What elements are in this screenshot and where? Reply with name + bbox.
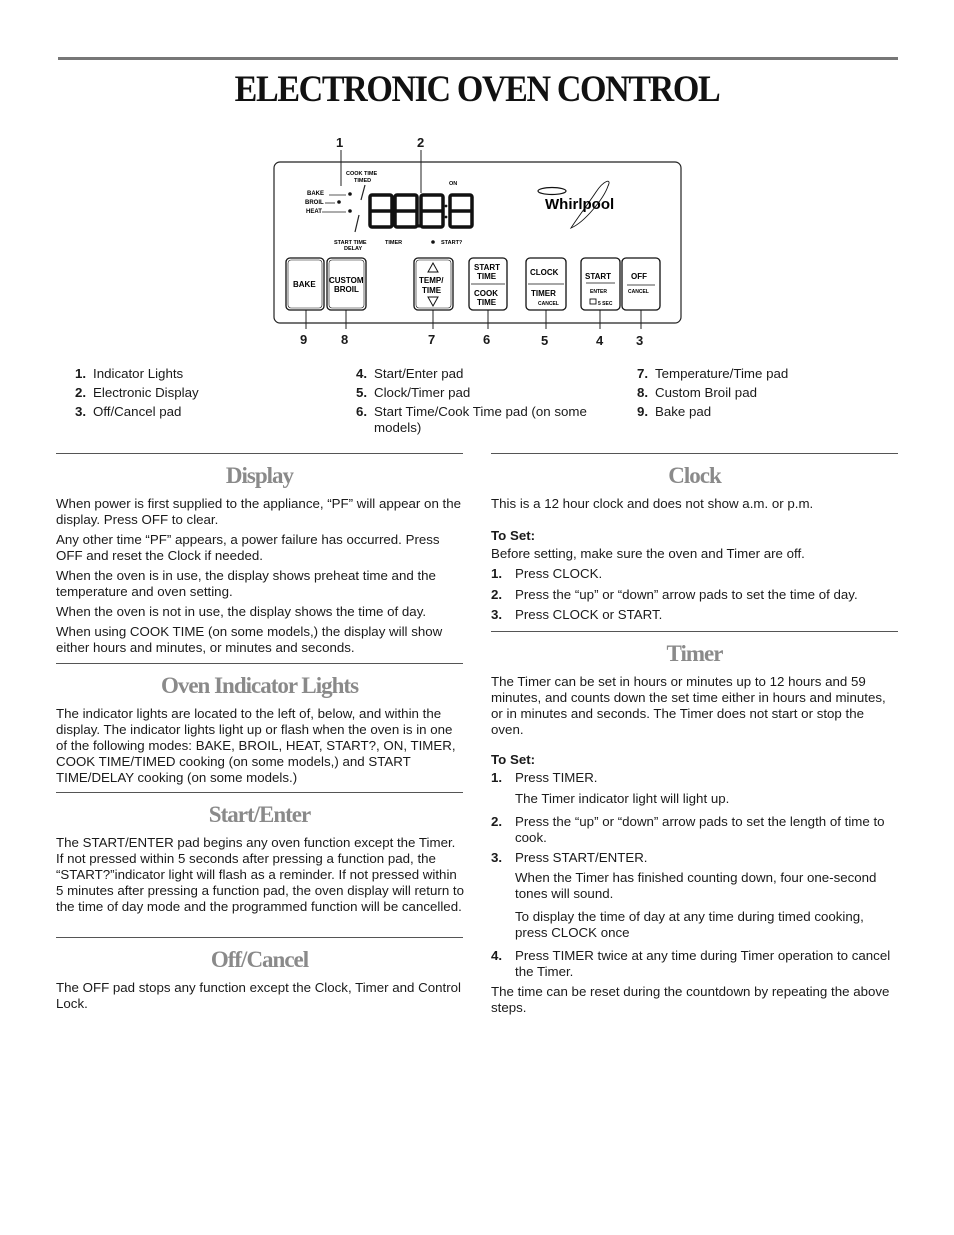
divider	[491, 453, 898, 454]
timer-cancel-label: CANCEL	[538, 301, 559, 307]
callout-2: 2	[417, 135, 425, 150]
start-enter-para: The START/ENTER pad begins any oven function except the Timer. If not pressed within 5 seconds after pressing a function pad, the “START?”indicator light will flash as a reminder. If not pressed within 5 minutes after pressing a function pad, the oven display will return to the time of day mode and the programmed function will be cancelled.	[56, 835, 464, 914]
label-delay: DELAY	[344, 246, 363, 252]
clock-heading: Clock	[668, 463, 721, 488]
start-enter-heading: Start/Enter	[208, 802, 311, 827]
label-timed: TIMED	[354, 178, 372, 184]
divider	[56, 453, 463, 454]
label-on: ON	[449, 181, 458, 187]
legend-item: 4. Start/Enter pad	[356, 366, 464, 381]
display-para-2: Any other time “PF” appears, a power failure has occurred. Press OFF and reset the Clock if needed.	[56, 532, 440, 563]
timer-intro: The Timer can be set in hours or minutes up to 12 hours and 59 minutes, and counts down the set time either in hours and minutes, or in minutes and seconds. The Timer does not start or stop the oven.	[491, 674, 886, 737]
off-cancel-pad	[622, 258, 660, 310]
display-para-4: When the oven is not in use, the display shows the time of day.	[56, 604, 427, 619]
callout-4: 4	[596, 333, 604, 348]
label-heat: HEAT	[306, 209, 322, 215]
callout-1: 1	[336, 135, 344, 150]
off-cancel-heading: Off/Cancel	[210, 947, 309, 972]
divider	[56, 663, 463, 664]
timer-step-4: 4. Press TIMER twice at any time during Timer operation to cancel the Timer.	[491, 948, 891, 979]
divider	[56, 792, 463, 793]
five-sec-label: 5 SEC	[598, 301, 613, 307]
cancel-pad-label: CANCEL	[628, 289, 649, 295]
timer-step-1-note: The Timer indicator light will light up.	[515, 791, 730, 806]
display-para-3: When the oven is in use, the display shows preheat time and the temperature and oven setting.	[56, 568, 436, 599]
display-para-5: When using COOK TIME (on some models,) the display will show either hours and minutes, or minutes and seconds.	[56, 624, 443, 655]
legend-item: 8. Custom Broil pad	[637, 385, 757, 400]
legend-item: 1. Indicator Lights	[75, 366, 184, 381]
electronic-display	[370, 195, 472, 227]
timer-to-set: To Set:	[491, 752, 536, 767]
start-time-pad-label: START	[474, 263, 501, 272]
timer-step-2: 2. Press the “up” or “down” arrow pads to set the length of time to cook.	[491, 814, 885, 845]
legend-item: 6. Start Time/Cook Time pad (on some models)	[356, 404, 587, 435]
callout-5: 5	[541, 333, 549, 348]
timer-step-3-note-2: To display the time of day at any time during timed cooking, press CLOCK once	[515, 909, 864, 940]
legend-item: 2. Electronic Display	[75, 385, 199, 400]
svg-text:Whirlpool: Whirlpool	[545, 196, 615, 213]
timer-step-1: 1. Press TIMER.	[491, 770, 598, 785]
clock-step-1: 1. Press CLOCK.	[491, 566, 603, 581]
timer-heading: Timer	[666, 641, 723, 666]
label-timer-indicator: TIMER	[385, 240, 403, 246]
start-pad-label: START	[585, 272, 612, 281]
timer-outro: The time can be reset during the countdown by repeating the above steps.	[491, 984, 890, 1015]
divider	[56, 937, 463, 938]
clock-step-3: 3. Press CLOCK or START.	[491, 607, 663, 622]
page-title: ELECTRONIC OVEN CONTROL	[234, 69, 720, 110]
clock-to-set: To Set:	[491, 528, 536, 543]
timer-step-3-note-1: When the Timer has finished counting down, four one-second tones will sound.	[515, 870, 877, 901]
callout-9: 9	[300, 332, 308, 347]
label-start-time: START TIME	[334, 240, 367, 246]
timer-step-3: 3. Press START/ENTER.	[491, 850, 648, 865]
broil-pad-label: BROIL	[334, 285, 359, 294]
cook-time-pad-label: COOK	[474, 289, 498, 298]
bake-pad-label: BAKE	[293, 280, 316, 289]
clock-pad-label: CLOCK	[530, 268, 559, 277]
indicator-para: The indicator lights are located to the left of, below, and within the display. The indicator lights light up or flash when the oven is in one of the following modes: BAKE, BROIL, HEAT, START?, ON, TIMER, COOK TIME/TIMED cooking (on some models,) and START TIME/DELAY cooking (on some models.)	[56, 706, 456, 785]
legend-col-2	[356, 366, 616, 439]
label-broil: BROIL	[305, 200, 324, 206]
temp-pad-label: TEMP/	[419, 276, 444, 285]
display-heading: Display	[225, 463, 294, 488]
legend-item: 5. Clock/Timer pad	[356, 385, 471, 400]
clock-intro: This is a 12 hour clock and does not show a.m. or p.m.	[491, 496, 814, 511]
callout-6: 6	[483, 332, 491, 347]
display-para-1: When power is first supplied to the appliance, “PF” will appear on the display. Press OFF to clear.	[56, 496, 462, 527]
custom-pad-label: CUSTOM	[329, 276, 364, 285]
off-cancel-para: The OFF pad stops any function except the Clock, Timer and Control Lock.	[56, 980, 462, 1011]
label-bake: BAKE	[307, 191, 325, 197]
callout-8: 8	[341, 332, 349, 347]
legend-item: 3. Off/Cancel pad	[75, 404, 182, 419]
enter-pad-label: ENTER	[590, 289, 607, 295]
time-pad-label: TIME	[422, 286, 442, 295]
legend-item: 9. Bake pad	[637, 404, 712, 419]
indicator-heading: Oven Indicator Lights	[160, 673, 359, 698]
timer-pad-label: TIMER	[531, 289, 556, 298]
legend-col-1	[75, 366, 325, 423]
divider	[491, 631, 898, 632]
clock-step-2: 2. Press the “up” or “down” arrow pads to set the time of day.	[491, 587, 858, 602]
label-start-question: START?	[441, 240, 463, 246]
legend-col-3	[637, 366, 887, 423]
whirlpool-logo	[538, 181, 614, 228]
start-time-pad-label-2: TIME	[477, 272, 497, 281]
legend-item: 7. Temperature/Time pad	[637, 366, 789, 381]
cook-time-pad-label-2: TIME	[477, 298, 497, 307]
control-panel-diagram	[0, 0, 954, 360]
label-cook-time: COOK TIME	[346, 171, 378, 177]
clock-before: Before setting, make sure the oven and Timer are off.	[491, 546, 805, 561]
off-pad-label: OFF	[631, 272, 647, 281]
callout-3: 3	[636, 333, 644, 348]
callout-7: 7	[428, 332, 436, 347]
